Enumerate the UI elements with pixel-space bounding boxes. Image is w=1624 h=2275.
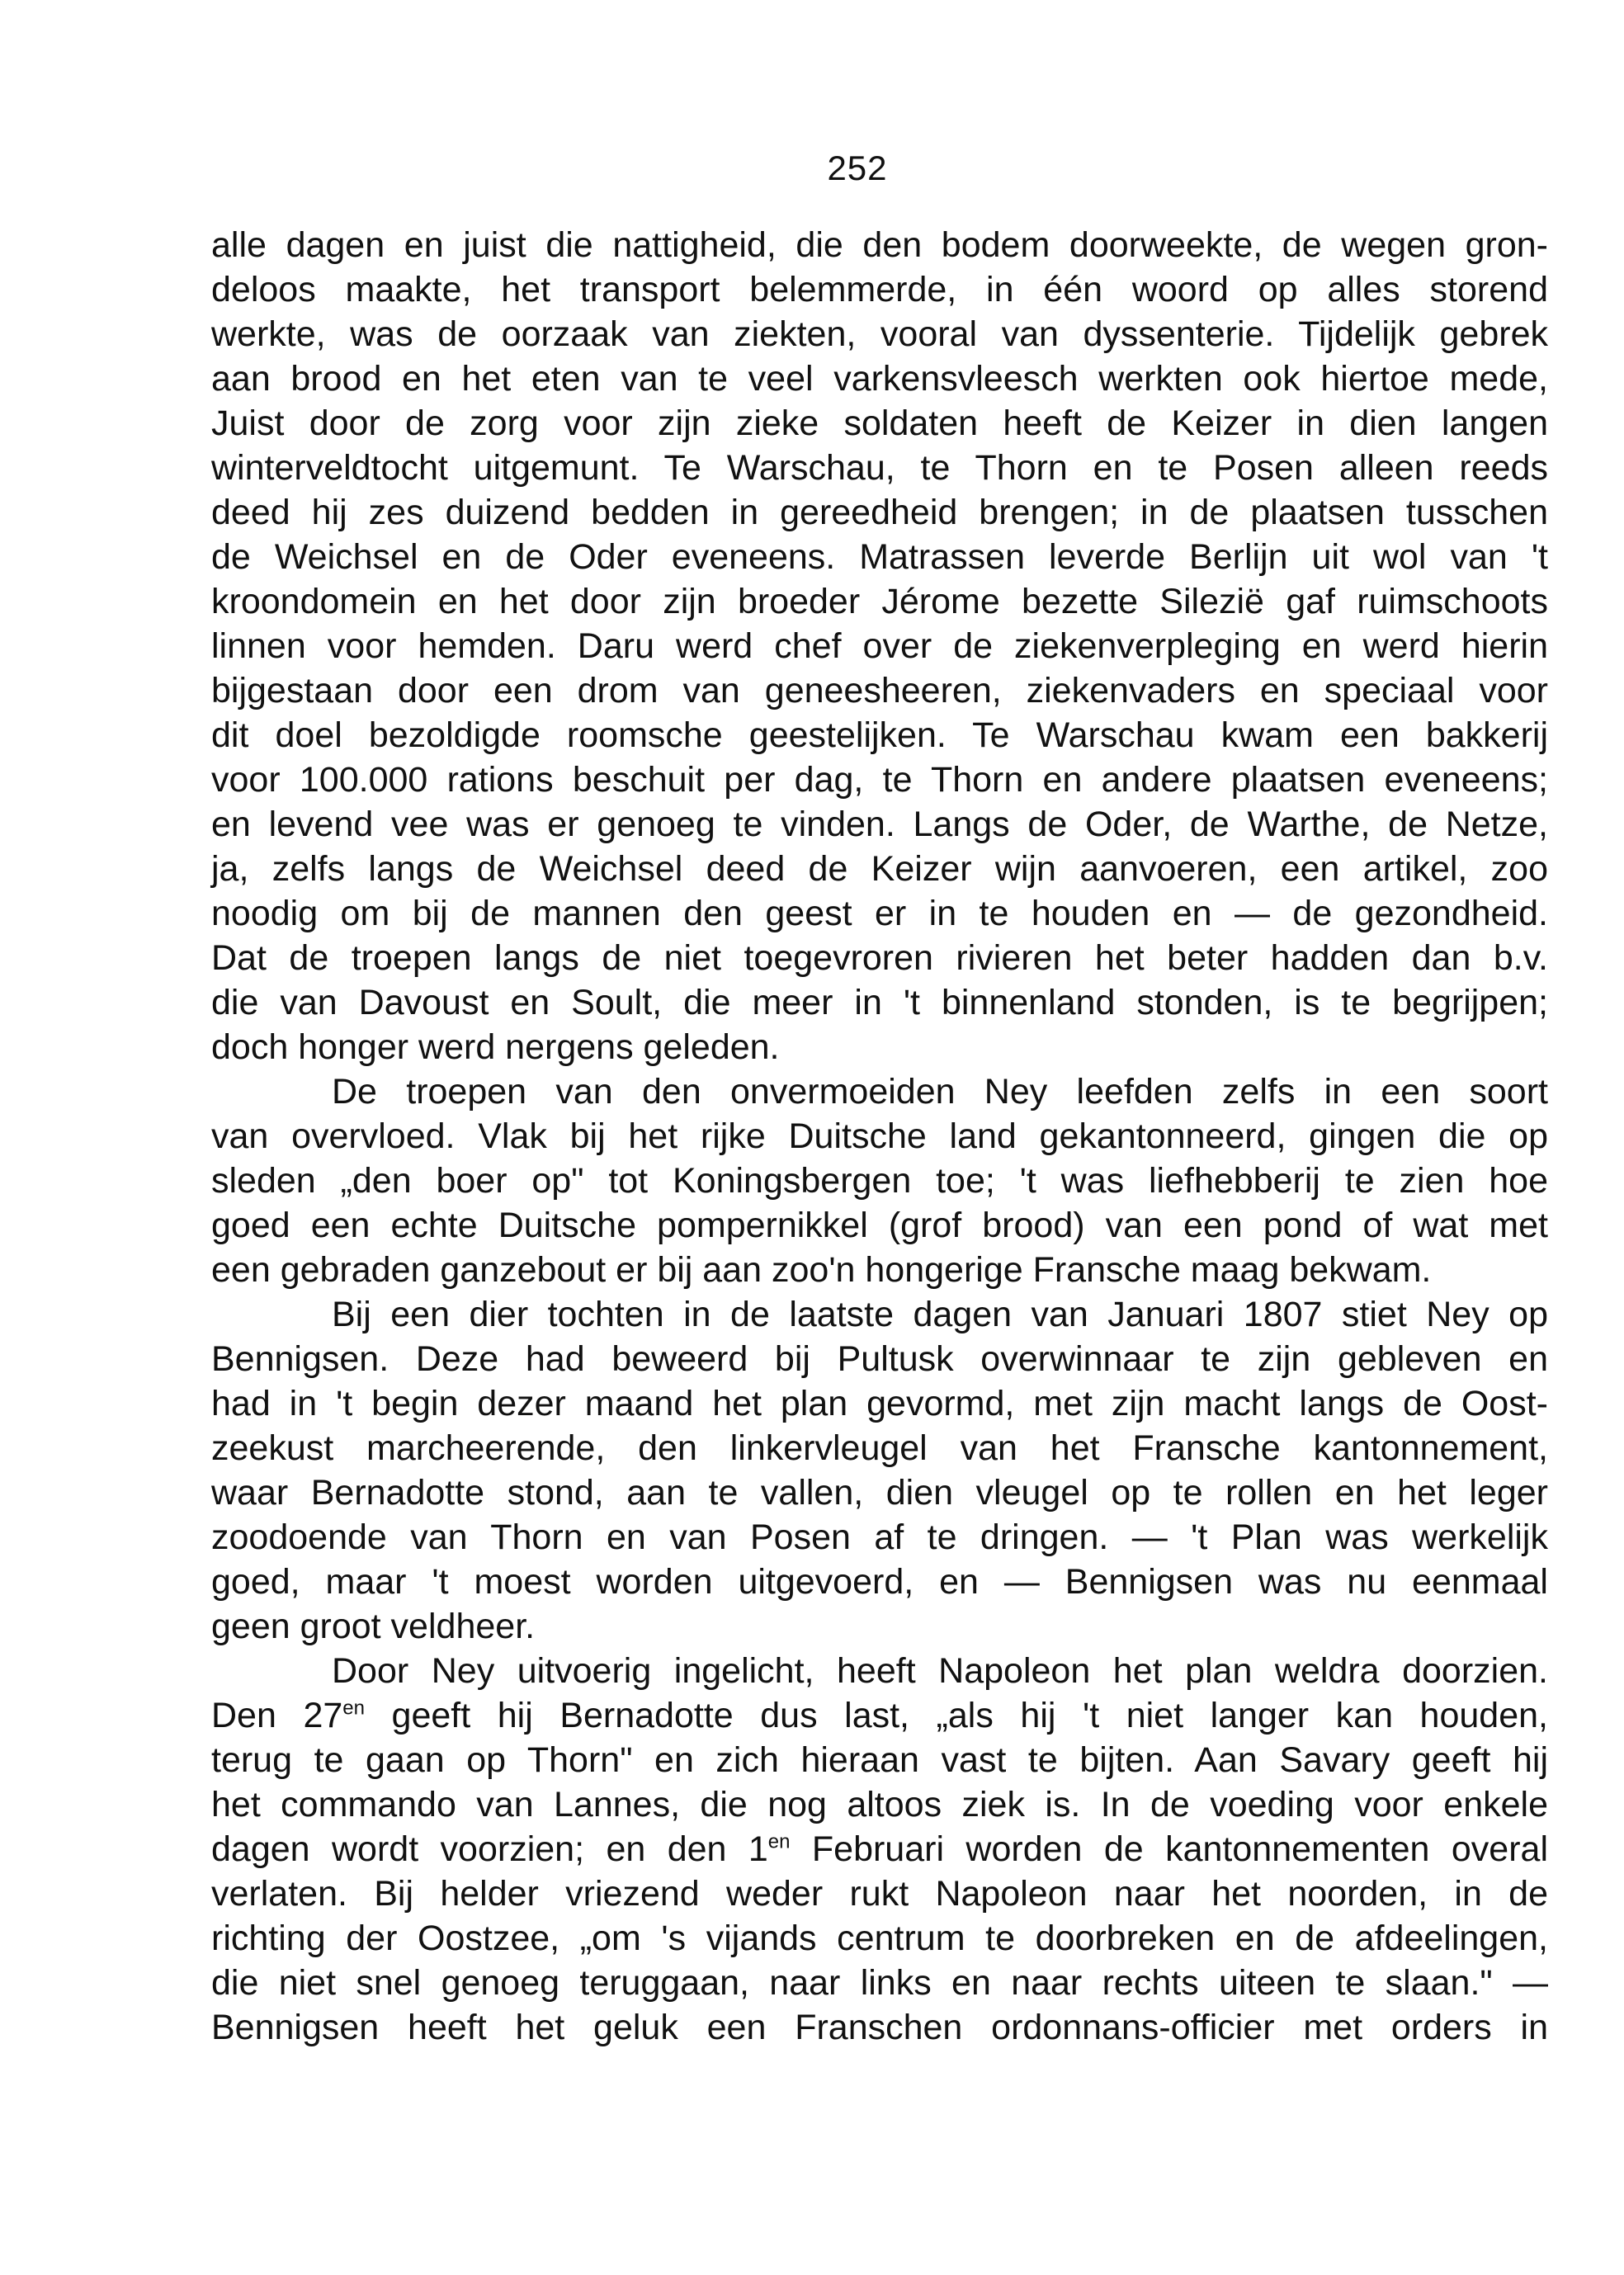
text-line: richting der Oostzee, „om 's vijands centrum te doorbreken en de afdeelingen,	[211, 1919, 1548, 1958]
text-line: deloos maakte, het transport belemmerde, in één woord op alles storend	[211, 270, 1548, 309]
text-line: de Weichsel en de Oder eveneens. Matrassen leverde Berlijn uit wol van 't	[211, 537, 1548, 577]
text-line: De troepen van den onvermoeiden Ney leefden zelfs in een soort	[332, 1072, 1548, 1112]
paragraph	[211, 1292, 1548, 1649]
text-line: Bennigsen. Deze had beweerd bij Pultusk overwinnaar te zijn gebleven en	[211, 1339, 1548, 1379]
text-line: ja, zelfs langs de Weichsel deed de Keizer wijn aanvoeren, een artikel, zoo	[211, 849, 1548, 889]
text-line: doch honger werd nergens geleden.	[211, 1027, 780, 1067]
paragraph	[211, 1649, 1548, 2050]
text-line: en levend vee was er genoeg te vinden. Langs de Oder, de Warthe, de Netze,	[211, 805, 1548, 844]
text-segment: geeft hij Bernadotte dus last, „als hij 't niet langer kan houden,	[364, 1696, 1548, 1735]
text-line: alle dagen en juist die nattigheid, die den bodem doorweekte, de wegen gron-	[211, 225, 1548, 265]
text-line: voor 100.000 rations beschuit per dag, te Thorn en andere plaatsen eveneens;	[211, 760, 1548, 800]
text-line	[211, 1827, 1548, 1871]
text-segment: Den 27	[211, 1696, 343, 1735]
text-line: een gebraden ganzebout er bij aan zoo'n hongerige Fransche maag bekwam.	[211, 1250, 1432, 1290]
text-line: dit doel bezoldigde roomsche geestelijken. Te Warschau kwam een bakkerij	[211, 715, 1548, 755]
text-line: Juist door de zorg voor zijn zieke soldaten heeft de Keizer in dien langen	[211, 404, 1548, 443]
text-line: goed een echte Duitsche pompernikkel (grof brood) van een pond of wat met	[211, 1206, 1548, 1245]
text-line: linnen voor hemden. Daru werd chef over de ziekenverpleging en werd hierin	[211, 626, 1548, 666]
text-line: Bennigsen heeft het geluk een Franschen ordonnans-officier met orders in	[211, 2008, 1548, 2047]
paragraph	[211, 223, 1548, 1069]
text-line: zoodoende van Thorn en van Posen af te dringen. — 't Plan was werkelijk	[211, 1517, 1548, 1557]
text-line: waar Bernadotte stond, aan te vallen, dien vleugel op te rollen en het leger	[211, 1473, 1548, 1513]
text-line: deed hij zes duizend bedden in gereedheid brengen; in de plaatsen tusschen	[211, 493, 1548, 532]
text-line: sleden „den boer op" tot Koningsbergen toe; 't was liefhebberij te zien hoe	[211, 1161, 1548, 1201]
text-line: verlaten. Bij helder vriezend weder rukt Napoleon naar het noorden, in de	[211, 1874, 1548, 1914]
text-line: had in 't begin dezer maand het plan gevormd, met zijn macht langs de Oost-	[211, 1384, 1548, 1423]
text-segment: dagen wordt voorzien; en den 1	[211, 1829, 768, 1869]
text-line: Dat de troepen langs de niet toegevroren rivieren het beter hadden dan b.v.	[211, 938, 1548, 978]
body-text	[211, 223, 1548, 2050]
text-line: terug te gaan op Thorn" en zich hieraan vast te bijten. Aan Savary geeft hij	[211, 1740, 1548, 1780]
text-line: kroondomein en het door zijn broeder Jérome bezette Silezië gaf ruimschoots	[211, 582, 1548, 621]
text-line: die niet snel genoeg teruggaan, naar links en naar rechts uiteen te slaan." —	[211, 1963, 1548, 2003]
paragraph	[211, 1069, 1548, 1292]
text-line: bijgestaan door een drom van geneesheeren, ziekenvaders en speciaal voor	[211, 671, 1548, 710]
text-line: geen groot veldheer.	[211, 1607, 536, 1646]
text-line: goed, maar 't moest worden uitgevoerd, en — Bennigsen was nu eenmaal	[211, 1562, 1548, 1602]
text-line: het commando van Lannes, die nog altoos ziek is. In de voeding voor enkele	[211, 1785, 1548, 1824]
text-line: Bij een dier tochten in de laatste dagen van Januari 1807 stiet Ney op	[332, 1295, 1548, 1334]
page-number: 252	[827, 149, 888, 187]
text-line: van overvloed. Vlak bij het rijke Duitsche land gekantonneerd, gingen die op	[211, 1116, 1548, 1156]
text-segment: Februari worden de kantonnementen overal	[790, 1829, 1548, 1869]
text-line: werkte, was de oorzaak van ziekten, vooral van dyssenterie. Tijdelijk gebrek	[211, 314, 1548, 354]
text-line: noodig om bij de mannen den geest er in te houden en — de gezondheid.	[211, 894, 1548, 933]
superscript: en	[767, 1830, 791, 1853]
text-line: die van Davoust en Soult, die meer in 't binnenland stonden, is te begrijpen;	[211, 983, 1548, 1022]
text-line: aan brood en het eten van te veel varkensvleesch werkten ook hiertoe mede,	[211, 359, 1548, 399]
text-line	[211, 1693, 1548, 1738]
text-line: winterveldtocht uitgemunt. Te Warschau, te Thorn en te Posen alleen reeds	[211, 448, 1548, 488]
superscript: en	[342, 1697, 365, 1720]
text-line: Door Ney uitvoerig ingelicht, heeft Napoleon het plan weldra doorzien.	[332, 1651, 1548, 1691]
text-line: zeekust marcheerende, den linkervleugel van het Fransche kantonnement,	[211, 1428, 1548, 1468]
